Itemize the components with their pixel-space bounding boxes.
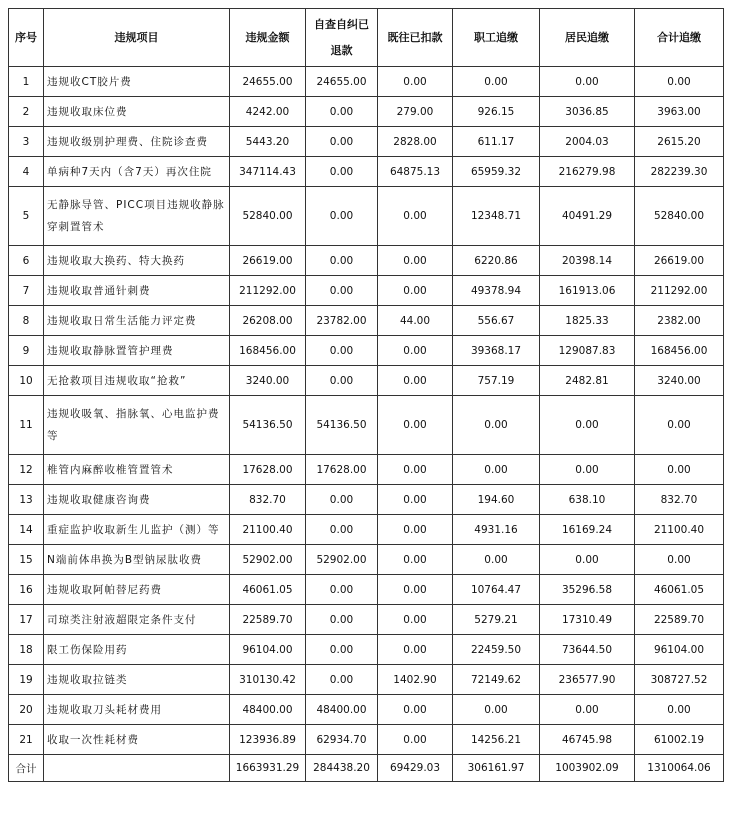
row-item: 违规收取日常生活能力评定费 xyxy=(44,306,230,336)
row-total: 2615.20 xyxy=(635,127,724,157)
table-row xyxy=(9,246,724,276)
row-amount: 3240.00 xyxy=(230,366,306,396)
header-row xyxy=(9,9,724,67)
row-resident: 1825.33 xyxy=(540,306,635,336)
row-amount: 17628.00 xyxy=(230,455,306,485)
row-deducted: 0.00 xyxy=(378,67,453,97)
row-resident: 0.00 xyxy=(540,67,635,97)
row-deducted: 0.00 xyxy=(378,455,453,485)
col-header-resident: 居民追缴 xyxy=(540,9,635,67)
row-amount: 96104.00 xyxy=(230,635,306,665)
row-self-refund: 0.00 xyxy=(306,515,378,545)
row-amount: 211292.00 xyxy=(230,276,306,306)
row-no: 14 xyxy=(9,515,44,545)
totals-resident: 1003902.09 xyxy=(540,755,635,782)
totals-total: 1310064.06 xyxy=(635,755,724,782)
row-amount: 24655.00 xyxy=(230,67,306,97)
totals-self-refund: 284438.20 xyxy=(306,755,378,782)
row-employee: 65959.32 xyxy=(453,157,540,187)
table-row xyxy=(9,635,724,665)
row-amount: 347114.43 xyxy=(230,157,306,187)
row-total: 26619.00 xyxy=(635,246,724,276)
row-employee: 556.67 xyxy=(453,306,540,336)
table-row xyxy=(9,127,724,157)
row-deducted: 0.00 xyxy=(378,485,453,515)
row-employee: 0.00 xyxy=(453,545,540,575)
table-row xyxy=(9,515,724,545)
row-no: 7 xyxy=(9,276,44,306)
row-no: 18 xyxy=(9,635,44,665)
row-deducted: 0.00 xyxy=(378,336,453,366)
row-total: 3963.00 xyxy=(635,97,724,127)
table-row xyxy=(9,485,724,515)
row-item: 违规收取拉链类 xyxy=(44,665,230,695)
row-self-refund: 0.00 xyxy=(306,187,378,246)
row-self-refund: 0.00 xyxy=(306,635,378,665)
row-resident: 0.00 xyxy=(540,695,635,725)
row-total: 61002.19 xyxy=(635,725,724,755)
row-employee: 72149.62 xyxy=(453,665,540,695)
row-employee: 611.17 xyxy=(453,127,540,157)
table-row xyxy=(9,67,724,97)
row-total: 832.70 xyxy=(635,485,724,515)
row-item: 违规收取健康咨询费 xyxy=(44,485,230,515)
totals-label: 合计 xyxy=(9,755,44,782)
row-resident: 35296.58 xyxy=(540,575,635,605)
row-self-refund: 0.00 xyxy=(306,575,378,605)
row-employee: 4931.16 xyxy=(453,515,540,545)
row-item: 违规收取普通针刺费 xyxy=(44,276,230,306)
row-amount: 52840.00 xyxy=(230,187,306,246)
row-deducted: 44.00 xyxy=(378,306,453,336)
col-header-self-refund: 自查自纠已退款 xyxy=(306,9,378,67)
row-self-refund: 0.00 xyxy=(306,605,378,635)
row-resident: 161913.06 xyxy=(540,276,635,306)
row-total: 308727.52 xyxy=(635,665,724,695)
row-item: N端前体串换为B型钠尿肽收费 xyxy=(44,545,230,575)
row-self-refund: 17628.00 xyxy=(306,455,378,485)
row-resident: 46745.98 xyxy=(540,725,635,755)
row-total: 21100.40 xyxy=(635,515,724,545)
row-total: 0.00 xyxy=(635,545,724,575)
row-self-refund: 0.00 xyxy=(306,485,378,515)
row-deducted: 0.00 xyxy=(378,246,453,276)
row-deducted: 64875.13 xyxy=(378,157,453,187)
row-amount: 5443.20 xyxy=(230,127,306,157)
totals-row xyxy=(9,755,724,782)
table-row xyxy=(9,455,724,485)
row-deducted: 0.00 xyxy=(378,695,453,725)
row-self-refund: 24655.00 xyxy=(306,67,378,97)
row-amount: 46061.05 xyxy=(230,575,306,605)
row-deducted: 0.00 xyxy=(378,276,453,306)
table-row xyxy=(9,366,724,396)
row-amount: 4242.00 xyxy=(230,97,306,127)
row-deducted: 2828.00 xyxy=(378,127,453,157)
row-resident: 2482.81 xyxy=(540,366,635,396)
row-employee: 6220.86 xyxy=(453,246,540,276)
row-employee: 10764.47 xyxy=(453,575,540,605)
row-resident: 0.00 xyxy=(540,396,635,455)
row-no: 10 xyxy=(9,366,44,396)
row-self-refund: 48400.00 xyxy=(306,695,378,725)
table-body xyxy=(9,67,724,782)
row-employee: 12348.71 xyxy=(453,187,540,246)
row-resident: 40491.29 xyxy=(540,187,635,246)
table-row xyxy=(9,336,724,366)
totals-item-empty xyxy=(44,755,230,782)
row-no: 11 xyxy=(9,396,44,455)
row-deducted: 1402.90 xyxy=(378,665,453,695)
row-total: 46061.05 xyxy=(635,575,724,605)
row-amount: 168456.00 xyxy=(230,336,306,366)
row-employee: 194.60 xyxy=(453,485,540,515)
col-header-total: 合计追缴 xyxy=(635,9,724,67)
row-employee: 0.00 xyxy=(453,67,540,97)
row-employee: 926.15 xyxy=(453,97,540,127)
row-amount: 832.70 xyxy=(230,485,306,515)
row-deducted: 0.00 xyxy=(378,725,453,755)
row-total: 0.00 xyxy=(635,396,724,455)
row-total: 0.00 xyxy=(635,695,724,725)
row-employee: 757.19 xyxy=(453,366,540,396)
table-row xyxy=(9,695,724,725)
col-header-no: 序号 xyxy=(9,9,44,67)
row-deducted: 0.00 xyxy=(378,515,453,545)
row-employee: 39368.17 xyxy=(453,336,540,366)
row-employee: 22459.50 xyxy=(453,635,540,665)
table-row xyxy=(9,396,724,455)
row-deducted: 0.00 xyxy=(378,635,453,665)
row-item: 违规收取刀头耗材费用 xyxy=(44,695,230,725)
row-no: 20 xyxy=(9,695,44,725)
table-row xyxy=(9,276,724,306)
row-deducted: 279.00 xyxy=(378,97,453,127)
row-self-refund: 0.00 xyxy=(306,127,378,157)
row-amount: 48400.00 xyxy=(230,695,306,725)
row-deducted: 0.00 xyxy=(378,605,453,635)
row-total: 168456.00 xyxy=(635,336,724,366)
row-amount: 52902.00 xyxy=(230,545,306,575)
row-self-refund: 0.00 xyxy=(306,157,378,187)
row-total: 0.00 xyxy=(635,455,724,485)
table-row xyxy=(9,97,724,127)
row-no: 6 xyxy=(9,246,44,276)
row-resident: 216279.98 xyxy=(540,157,635,187)
row-no: 9 xyxy=(9,336,44,366)
row-item: 违规收级别护理费、住院诊查费 xyxy=(44,127,230,157)
row-no: 16 xyxy=(9,575,44,605)
row-amount: 123936.89 xyxy=(230,725,306,755)
table-row xyxy=(9,306,724,336)
row-employee: 5279.21 xyxy=(453,605,540,635)
row-employee: 49378.94 xyxy=(453,276,540,306)
row-employee: 0.00 xyxy=(453,455,540,485)
row-resident: 638.10 xyxy=(540,485,635,515)
row-resident: 73644.50 xyxy=(540,635,635,665)
row-item: 违规收取静脉置管护理费 xyxy=(44,336,230,366)
row-self-refund: 62934.70 xyxy=(306,725,378,755)
row-item: 违规收取阿帕替尼药费 xyxy=(44,575,230,605)
row-no: 19 xyxy=(9,665,44,695)
row-no: 12 xyxy=(9,455,44,485)
row-self-refund: 0.00 xyxy=(306,246,378,276)
row-deducted: 0.00 xyxy=(378,545,453,575)
row-deducted: 0.00 xyxy=(378,575,453,605)
row-amount: 54136.50 xyxy=(230,396,306,455)
row-no: 1 xyxy=(9,67,44,97)
row-no: 8 xyxy=(9,306,44,336)
row-item: 违规收取大换药、特大换药 xyxy=(44,246,230,276)
table-row xyxy=(9,157,724,187)
row-amount: 310130.42 xyxy=(230,665,306,695)
row-no: 17 xyxy=(9,605,44,635)
row-resident: 2004.03 xyxy=(540,127,635,157)
totals-employee: 306161.97 xyxy=(453,755,540,782)
row-item: 违规收吸氧、指脉氧、心电监护费等 xyxy=(44,396,230,455)
row-amount: 22589.70 xyxy=(230,605,306,635)
row-item: 无静脉导管、PICC项目违规收静脉穿刺置管术 xyxy=(44,187,230,246)
row-item: 违规收CT胶片费 xyxy=(44,67,230,97)
row-resident: 3036.85 xyxy=(540,97,635,127)
row-no: 15 xyxy=(9,545,44,575)
row-total: 22589.70 xyxy=(635,605,724,635)
table-row xyxy=(9,605,724,635)
row-amount: 21100.40 xyxy=(230,515,306,545)
row-self-refund: 23782.00 xyxy=(306,306,378,336)
row-self-refund: 0.00 xyxy=(306,336,378,366)
row-self-refund: 0.00 xyxy=(306,665,378,695)
row-resident: 0.00 xyxy=(540,455,635,485)
row-deducted: 0.00 xyxy=(378,396,453,455)
row-total: 96104.00 xyxy=(635,635,724,665)
col-header-amount: 违规金额 xyxy=(230,9,306,67)
row-no: 3 xyxy=(9,127,44,157)
row-item: 违规收取床位费 xyxy=(44,97,230,127)
row-resident: 0.00 xyxy=(540,545,635,575)
row-self-refund: 0.00 xyxy=(306,366,378,396)
row-no: 2 xyxy=(9,97,44,127)
table-row xyxy=(9,575,724,605)
row-amount: 26619.00 xyxy=(230,246,306,276)
col-header-employee: 职工追缴 xyxy=(453,9,540,67)
row-item: 重症监护收取新生儿监护（测）等 xyxy=(44,515,230,545)
table-container xyxy=(8,8,724,782)
row-item: 椎管内麻醉收椎管置管术 xyxy=(44,455,230,485)
row-resident: 236577.90 xyxy=(540,665,635,695)
row-total: 2382.00 xyxy=(635,306,724,336)
row-employee: 14256.21 xyxy=(453,725,540,755)
row-total: 0.00 xyxy=(635,67,724,97)
row-self-refund: 54136.50 xyxy=(306,396,378,455)
row-no: 13 xyxy=(9,485,44,515)
row-deducted: 0.00 xyxy=(378,187,453,246)
row-no: 5 xyxy=(9,187,44,246)
row-item: 限工伤保险用药 xyxy=(44,635,230,665)
row-employee: 0.00 xyxy=(453,396,540,455)
row-amount: 26208.00 xyxy=(230,306,306,336)
row-no: 4 xyxy=(9,157,44,187)
row-total: 52840.00 xyxy=(635,187,724,246)
col-header-deducted: 既往已扣款 xyxy=(378,9,453,67)
row-deducted: 0.00 xyxy=(378,366,453,396)
row-self-refund: 0.00 xyxy=(306,276,378,306)
row-total: 282239.30 xyxy=(635,157,724,187)
violation-table xyxy=(8,8,724,782)
row-total: 3240.00 xyxy=(635,366,724,396)
row-total: 211292.00 xyxy=(635,276,724,306)
table-row xyxy=(9,545,724,575)
row-resident: 20398.14 xyxy=(540,246,635,276)
row-item: 司琼类注射液超限定条件支付 xyxy=(44,605,230,635)
row-resident: 17310.49 xyxy=(540,605,635,635)
row-resident: 16169.24 xyxy=(540,515,635,545)
table-row xyxy=(9,665,724,695)
row-self-refund: 52902.00 xyxy=(306,545,378,575)
row-self-refund: 0.00 xyxy=(306,97,378,127)
table-row xyxy=(9,725,724,755)
row-item: 无抢救项目违规收取“抢救” xyxy=(44,366,230,396)
row-item: 单病种7天内（含7天）再次住院 xyxy=(44,157,230,187)
totals-amount: 1663931.29 xyxy=(230,755,306,782)
row-employee: 0.00 xyxy=(453,695,540,725)
totals-deducted: 69429.03 xyxy=(378,755,453,782)
row-item: 收取一次性耗材费 xyxy=(44,725,230,755)
row-resident: 129087.83 xyxy=(540,336,635,366)
table-row xyxy=(9,187,724,246)
row-no: 21 xyxy=(9,725,44,755)
col-header-item: 违规项目 xyxy=(44,9,230,67)
